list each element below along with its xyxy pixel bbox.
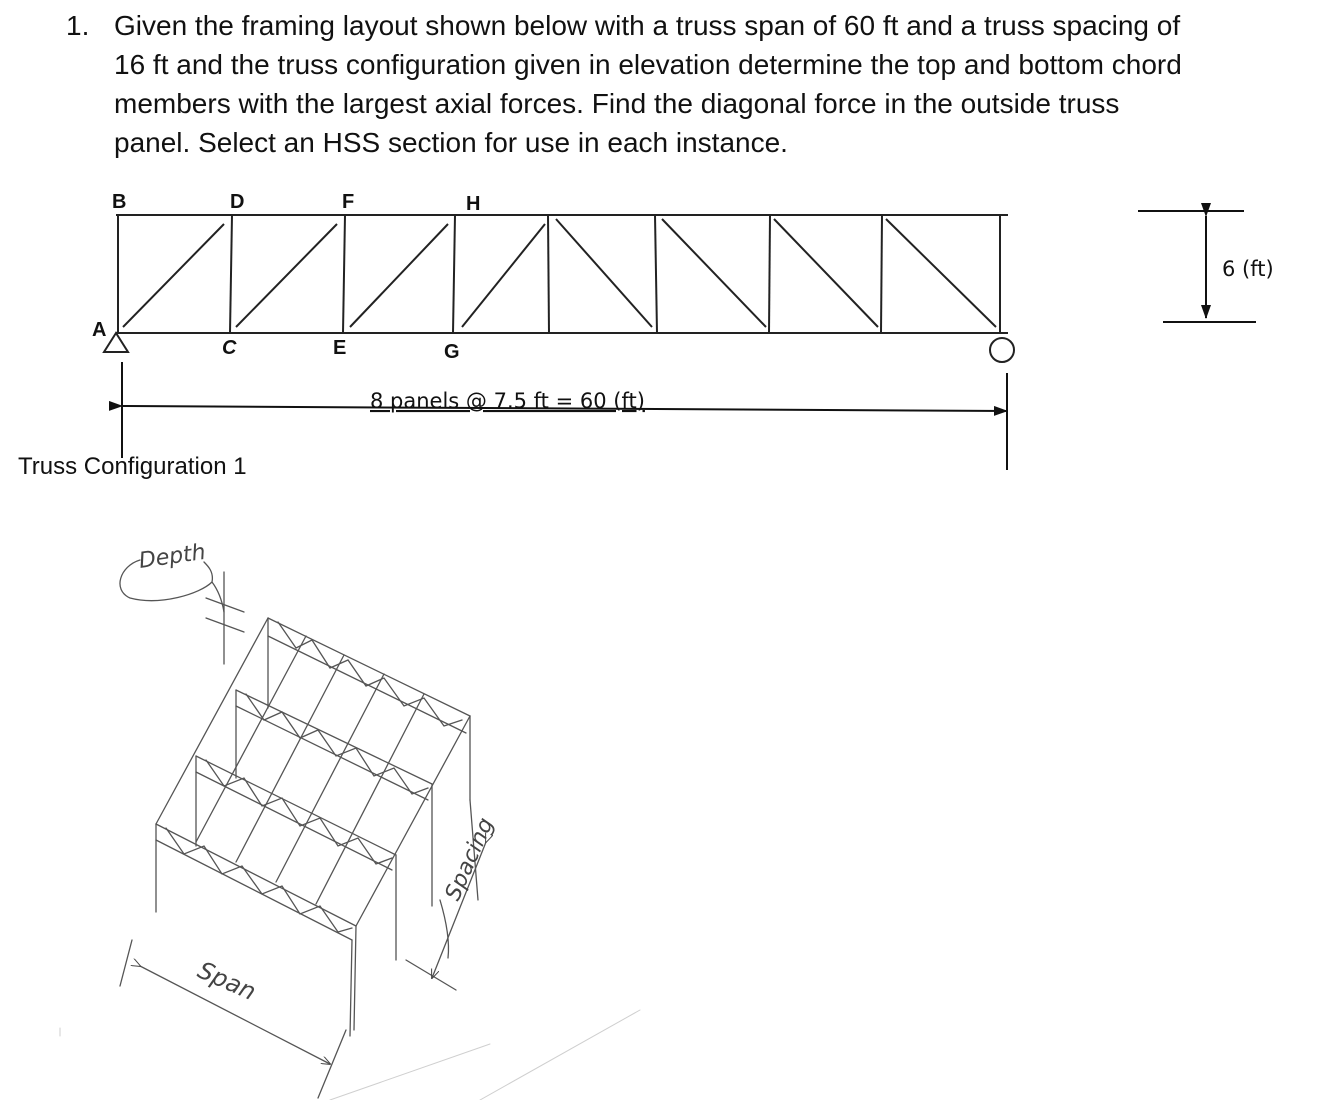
depth-dimension-label: 6 (ft) (1222, 257, 1274, 281)
node-label-g: G (444, 341, 460, 363)
node-label-a: A (92, 319, 107, 341)
sketch-span-label: Span (193, 955, 261, 1007)
problem-line: members with the largest axial forces. Find the diagonal force in the outside truss (114, 88, 1120, 119)
sketch-span-dimension (120, 940, 346, 1098)
diagonals (123, 219, 996, 327)
truss-caption: Truss Configuration 1 (18, 453, 247, 480)
roller-support-icon (990, 338, 1014, 362)
sketch-spacing-label: Spacing (440, 814, 500, 905)
depth-callout-leader (212, 582, 224, 612)
pin-support-icon (104, 333, 128, 352)
problem-number: 1. (66, 10, 90, 41)
node-label-c: C (222, 337, 237, 359)
node-label-e: E (333, 337, 347, 359)
span-dimension (122, 362, 1007, 470)
node-label-h: H (466, 193, 481, 215)
sketch-depth-label: Depth (137, 539, 208, 574)
node-label-d: D (230, 191, 245, 213)
truss-elevation (116, 215, 1008, 333)
roof-trusses (156, 618, 470, 940)
node-label-f: F (342, 191, 355, 213)
node-label-b: B (112, 191, 127, 213)
framing-sketch (60, 560, 640, 1100)
problem-line: 16 ft and the truss configuration given in elevation determine the top and bottom chord (114, 49, 1182, 80)
problem-line: panel. Select an HSS section for use in each instance. (114, 127, 788, 158)
problem-line: Given the framing layout shown below with a truss span of 60 ft and a truss spacing of (114, 10, 1181, 41)
span-dimension-label: 8 panels @ 7.5 ft = 60 (ft) (370, 389, 645, 413)
